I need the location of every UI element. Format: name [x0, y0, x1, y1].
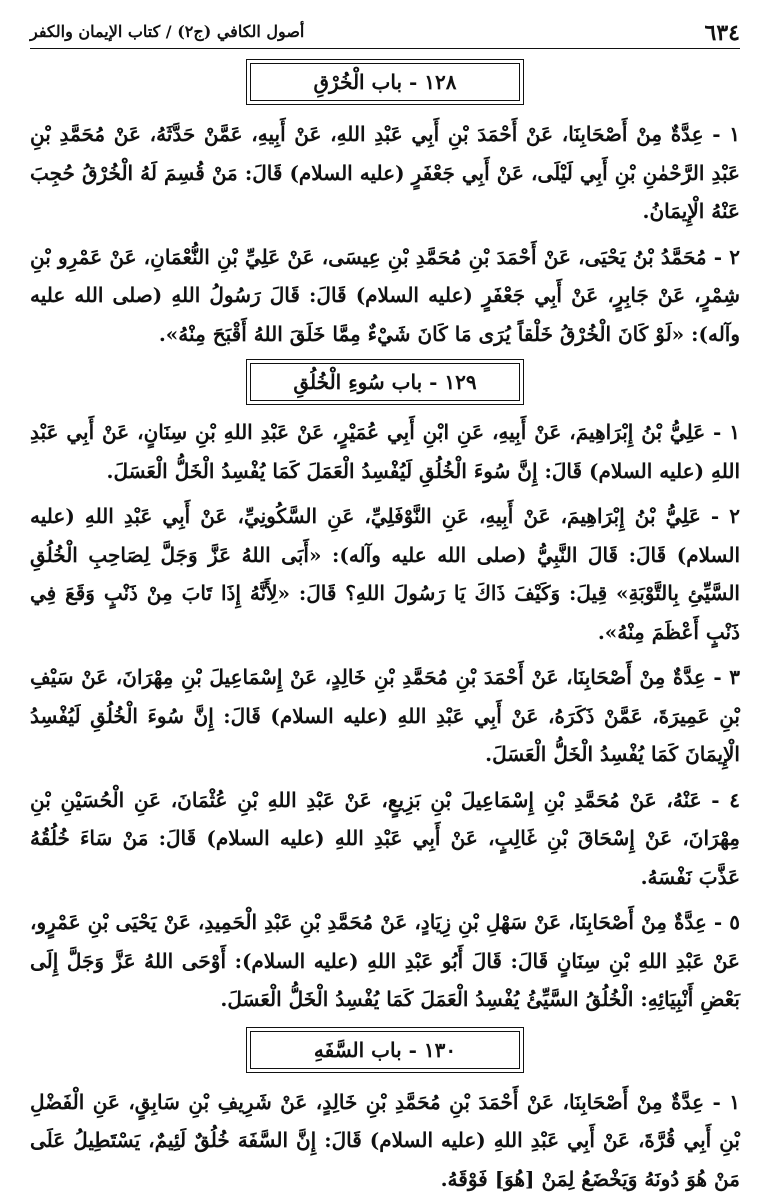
book-page	[30, 14, 740, 1099]
hadith-128-1: ١ - عِدَّةٌ مِنْ أَصْحَابِنَا، عَنْ أَحْمَدَ بْنِ أَبِي عَبْدِ اللهِ، عَنْ أَبِيهِ، عَمَّنْ حَدَّثَهُ، عَنْ مُحَمَّدِ بْنِ عَبْدِ الرَّحْمٰنِ بْنِ أَبِي لَيْلَى، عَنْ أَبِي جَعْفَرٍ (عليه السلام) قَالَ: مَنْ قُسِمَ لَهُ الْخُرْقُ حُجِبَ عَنْهُ الْإِيمَانُ.	[30, 115, 740, 231]
hadith-129-5: ٥ - عِدَّةٌ مِنْ أَصْحَابِنَا، عَنْ سَهْلِ بْنِ زِيَادٍ، عَنْ مُحَمَّدِ بْنِ عَبْدِ الْحَمِيدِ، عَنْ يَحْيَى بْنِ عَمْرٍو، عَنْ عَبْدِ اللهِ بْنِ سِنَانٍ قَالَ: قَالَ أَبُو عَبْدِ اللهِ (عليه السلام): أَوْحَى اللهُ عَزَّ وَجَلَّ إِلَى بَعْضِ أَنْبِيَائِهِ: الْخُلُقُ السَّيِّئُ يُفْسِدُ الْعَمَلَ كَمَا يُفْسِدُ الْخَلُّ الْعَسَلَ.	[30, 903, 740, 1019]
running-header	[30, 14, 740, 49]
page-number: ٦٣٤	[705, 20, 740, 46]
chapter-heading-128: ١٢٨ - باب الْخُرْقِ	[250, 63, 520, 101]
hadith-129-1: ١ - عَلِيُّ بْنُ إِبْرَاهِيمَ، عَنْ أَبِيهِ، عَنِ ابْنِ أَبِي عُمَيْرٍ، عَنْ عَبْدِ اللهِ بْنِ سِنَانٍ، عَنْ أَبِي عَبْدِ اللهِ (عليه السلام) قَالَ: إِنَّ سُوءَ الْخُلُقِ لَيُفْسِدُ الْعَمَلَ كَمَا يُفْسِدُ الْخَلُّ الْعَسَلَ.	[30, 413, 740, 490]
hadith-129-2: ٢ - عَلِيُّ بْنُ إِبْرَاهِيمَ، عَنْ أَبِيهِ، عَنِ النَّوْفَلِيِّ، عَنِ السَّكُونِيِّ، عَنْ أَبِي عَبْدِ اللهِ (عليه السلام) قَالَ: قَالَ النَّبِيُّ (صلى الله عليه وآله): «أَبَى اللهُ عَزَّ وَجَلَّ لِصَاحِبِ الْخُلُقِ السَّيِّئِ بِالتَّوْبَةِ» قِيلَ: وَكَيْفَ ذَاكَ يَا رَسُولَ اللهِ؟ قَالَ: «لِأَنَّهُ إِذَا تَابَ مِنْ ذَنْبٍ وَقَعَ فِي ذَنْبٍ أَعْظَمَ مِنْهُ».	[30, 497, 740, 651]
chapter-heading-129: ١٢٩ - باب سُوءِ الْخُلُقِ	[250, 363, 520, 401]
chapter-heading-130: ١٣٠ - باب السَّفَهِ	[250, 1031, 520, 1069]
hadith-130-1: ١ - عِدَّةٌ مِنْ أَصْحَابِنَا، عَنْ أَحْمَدَ بْنِ مُحَمَّدِ بْنِ خَالِدٍ، عَنْ شَرِيفِ بْنِ سَابِقٍ، عَنِ الْفَضْلِ بْنِ أَبِي قُرَّةَ، عَنْ أَبِي عَبْدِ اللهِ (عليه السلام) قَالَ: إِنَّ السَّفَهَ خُلُقٌ لَئِيمٌ، يَسْتَطِيلُ عَلَى مَنْ هُوَ دُونَهُ وَيَخْضَعُ لِمَنْ [هُوَ] فَوْقَهُ.	[30, 1083, 740, 1198]
hadith-128-2: ٢ - مُحَمَّدُ بْنُ يَحْيَى، عَنْ أَحْمَدَ بْنِ مُحَمَّدِ بْنِ عِيسَى، عَنْ عَلِيِّ بْنِ النُّعْمَانِ، عَنْ عَمْرِو بْنِ شِمْرٍ، عَنْ جَابِرٍ، عَنْ أَبِي جَعْفَرٍ (عليه السلام) قَالَ: قَالَ رَسُولُ اللهِ (صلى الله عليه وآله): «لَوْ كَانَ الْخُرْقُ خَلْقاً يُرَى مَا كَانَ شَيْءٌ مِمَّا خَلَقَ اللهُ أَقْبَحَ مِنْهُ».	[30, 238, 740, 354]
hadith-129-3: ٣ - عِدَّةٌ مِنْ أَصْحَابِنَا، عَنْ أَحْمَدَ بْنِ مُحَمَّدِ بْنِ خَالِدٍ، عَنْ إِسْمَاعِيلَ بْنِ مِهْرَانَ، عَنْ سَيْفِ بْنِ عَمِيرَةَ، عَمَّنْ ذَكَرَهُ، عَنْ أَبِي عَبْدِ اللهِ (عليه السلام) قَالَ: إِنَّ سُوءَ الْخُلُقِ لَيُفْسِدُ الْإِيمَانَ كَمَا يُفْسِدُ الْخَلُّ الْعَسَلَ.	[30, 658, 740, 774]
hadith-129-4: ٤ - عَنْهُ، عَنْ مُحَمَّدِ بْنِ إِسْمَاعِيلَ بْنِ بَزِيعٍ، عَنْ عَبْدِ اللهِ بْنِ عُثْمَانَ، عَنِ الْحُسَيْنِ بْنِ مِهْرَانَ، عَنْ إِسْحَاقَ بْنِ غَالِبٍ، عَنْ أَبِي عَبْدِ اللهِ (عليه السلام) قَالَ: مَنْ سَاءَ خُلُقُهُ عَذَّبَ نَفْسَهُ.	[30, 781, 740, 897]
book-title: أصول الكافي (ج٢) / كتاب الإيمان والكفر	[30, 22, 304, 41]
